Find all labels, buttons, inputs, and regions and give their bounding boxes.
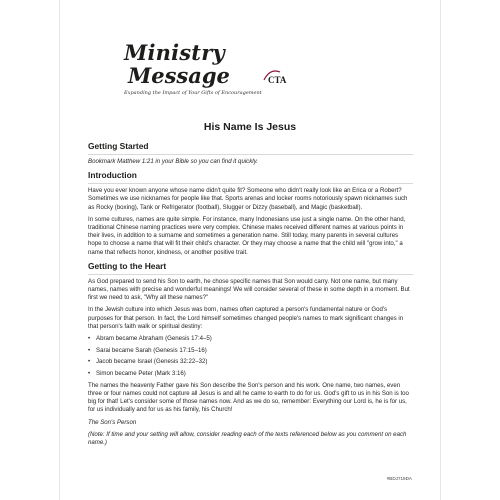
section-divider	[88, 274, 413, 275]
heading-getting-started: Getting Started	[88, 141, 149, 151]
product-code: #BDJ719DA	[386, 476, 412, 481]
list-item: • Simon became Peter (Mark 3:16)	[88, 370, 413, 378]
logo-tagline: Expanding the Impact of Your Gifts of Encouragement	[124, 90, 262, 96]
heart-paragraph-2: In the Jewish culture into which Jesus was born, names often captured a person's fundamental nature or God's purposes for that person. In fact, the Lord himself sometimes changed people's names to mark significant changes in that person's faith walk or spiritual destiny:	[88, 306, 404, 330]
list-item: • Abram became Abraham (Genesis 17:4–5)	[88, 335, 413, 343]
subheading-sons-person: The Son's Person	[88, 418, 137, 426]
heading-getting-to-the-heart: Getting to the Heart	[88, 260, 167, 271]
cta-logo-icon	[262, 66, 292, 86]
list-item: • Sarai became Sarah (Genesis 17:15–16)	[88, 347, 413, 355]
list-item: • Jacob became Israel (Genesis 32:22–32)	[88, 358, 413, 366]
name-change-list	[88, 335, 413, 378]
introduction-paragraph-2: In some cultures, names are quite simple. For instance, many Indonesians use just a single name. On the other hand, traditional Chinese naming practices were very complex. Chinese males received different names at various points in their lives, in addition to a surname and sometimes a generation name. Still today, many parents in several cultures hope to choose a name that will fit their child's character. Or they may choose a name that the child will "grow into," a name that reflects honor, kindness, or another positive trait.	[88, 215, 406, 256]
page-title: His Name Is Jesus	[203, 121, 297, 133]
getting-started-text: Bookmark Matthew 1:21 in your Bible so you can find it quickly.	[88, 158, 258, 165]
heart-paragraph-3: The names the heavenly Father gave his Son describe the Son's person and his work. One name, two names, even three or four names could not capture all Jesus is and all he came to earth to do for us. God's gift to us in his Son is too big for that! Let's consider some of those names now. And as we do so, remember: Everything our Lord is, he is for us, for us individually and for us as his family, his Church!	[88, 381, 409, 414]
section-divider	[88, 183, 413, 184]
document-body	[88, 141, 413, 451]
introduction-paragraph-1: Have you ever known anyone whose name didn't quite fit? Someone who didn't really look like an Erica or a Robert? Sometimes we use nicknames for people like that. Sports arenas and locker rooms notoriously spawn nicknames such as Rocky (boxing), Tank or Refrigerator (football), Slugger or Dizzy (baseball), and Magic (basketball).	[88, 187, 408, 211]
section-divider	[88, 154, 413, 155]
logo-line-ministry: Ministry	[124, 40, 225, 65]
logo-line-message: Message	[128, 63, 230, 88]
cta-logo-text: CTA	[268, 75, 287, 85]
heart-paragraph-1: As God prepared to send his Son to earth, he chose specific names that Son would carry. Not one name, but many names, names with precise and wonderful meanings! We will consider several of these in some depth in a moment. But first we need to ask, "Why all these names?"	[88, 277, 410, 302]
ministry-message-logo	[124, 40, 324, 100]
reading-note: (Note: If time and your setting will allow, consider reading each of the texts referenced below as you comment on each name.)	[88, 430, 407, 447]
heading-introduction: Introduction	[88, 170, 137, 181]
